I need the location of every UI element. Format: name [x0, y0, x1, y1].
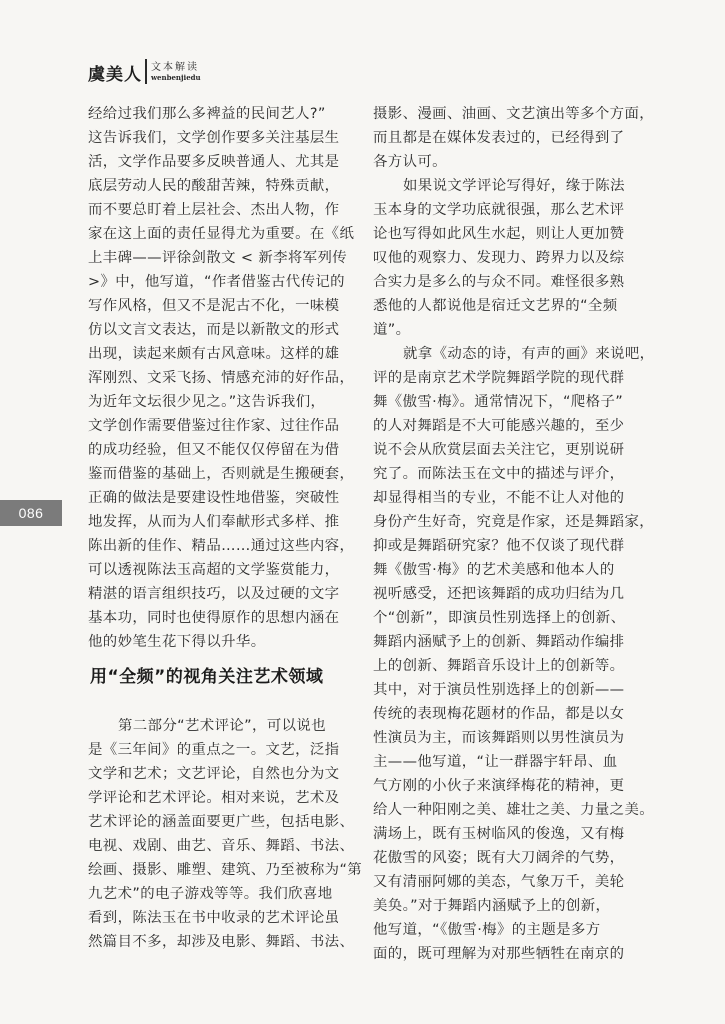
text-line: 的成功经验，但又不能仅仅停留在为借	[88, 442, 340, 458]
text-line: 面的，既可理解为对那些牺牲在南京的	[373, 946, 625, 962]
text-line: 绘画、摄影、雕塑、建筑、乃至被称为“第	[88, 862, 363, 878]
text-line: 然篇目不多，却涉及电影、舞蹈、书法、	[88, 934, 355, 950]
text-line: 舞蹈内涵赋予上的创新、舞蹈动作编排	[373, 634, 625, 650]
text-line: 写作风格，但又不是泥古不化，一味模	[88, 298, 340, 314]
text-line: 第二部分“艺术评论”，可以说也	[118, 718, 326, 734]
text-line: 性演员为主，而该舞蹈则以男性演员为	[373, 730, 625, 746]
text-line: 电视、戏剧、曲艺、音乐、舞蹈、书法、	[88, 838, 355, 854]
text-line: 究了。而陈法玉在文中的描述与评介，	[373, 466, 625, 482]
text-line: 是《三年间》的重点之一。文艺，泛指	[88, 742, 340, 758]
text-line: 个“创新”，即演员性别选择上的创新、	[373, 610, 626, 626]
text-line: 悉他的人都说他是宿迁文艺界的“全频	[373, 298, 618, 314]
text-line: 却显得相当的专业，不能不让人对他的	[373, 490, 625, 506]
text-line: 满场上，既有玉树临风的俊逸，又有梅	[373, 826, 625, 842]
text-line: 正确的做法是要建设性地借鉴，突破性	[88, 490, 340, 506]
text-line: 九艺术”的电子游戏等等。我们欣喜地	[88, 886, 333, 902]
text-line: 可以透视陈法玉高超的文学鉴赏能力，	[88, 562, 340, 578]
text-line: 摄影、漫画、油画、文艺演出等多个方面，	[373, 106, 655, 122]
text-line: 说不会从欣赏层面去关注它，更别说研	[373, 442, 625, 458]
text-line: 浑刚烈、文采飞扬、情感充沛的好作品，	[88, 370, 355, 386]
text-line: 精湛的语言组织技巧，以及过硬的文字	[88, 586, 340, 602]
text-line: 的人对舞蹈是不大可能感兴趣的，至少	[373, 418, 625, 434]
text-line: 给人一种阳刚之美、雄壮之美、力量之美。	[373, 802, 655, 818]
text-line: 视听感受，还把该舞蹈的成功归结为几	[373, 586, 625, 602]
text-line: 上的创新、舞蹈音乐设计上的创新等。	[373, 658, 625, 674]
text-line: 就拿《动态的诗，有声的画》来说吧，	[403, 346, 655, 362]
text-line: 鉴而借鉴的基础上，否则就是生搬硬套，	[88, 466, 355, 482]
text-line: 他的妙笔生花下得以升华。	[88, 634, 266, 650]
text-line: 经给过我们那么多裨益的民间艺人?”	[88, 106, 326, 122]
text-line: 评的是南京艺术学院舞蹈学院的现代群	[373, 370, 625, 386]
text-line: 其中，对于演员性别选择上的创新——	[373, 682, 625, 698]
section-subtitle: wenbenjiedu	[151, 73, 201, 82]
text-line: 玉本身的文学功底就很强，那么艺术评	[373, 202, 625, 218]
text-line: 主——他写道，“让一群器宇轩昂、血	[373, 754, 618, 770]
page-number: 086	[0, 500, 62, 526]
text-line: 合实力是多么的与众不同。难怪很多熟	[373, 274, 625, 290]
text-line: 基本功，同时也使得原作的思想内涵在	[88, 610, 340, 626]
text-line: 气方刚的小伙子来演绎梅花的精神，更	[373, 778, 625, 794]
masthead-divider	[145, 59, 147, 84]
text-line: 叹他的观察力、发现力、跨界力以及综	[373, 250, 625, 266]
text-line: 如果说文学评论写得好，缘于陈法	[403, 178, 625, 194]
text-line: 活，文学作品要多反映普通人、尤其是	[88, 154, 340, 170]
text-line: 这告诉我们，文学创作要多关注基层生	[88, 130, 340, 146]
text-line: 又有清丽阿娜的美态，气象万千，美轮	[373, 874, 625, 890]
text-line: 论也写得如此风生水起，则让人更加赞	[373, 226, 625, 242]
text-line: 传统的表现梅花题材的作品，都是以女	[373, 706, 625, 722]
text-line: 花傲雪的风姿；既有大刀阔斧的气势，	[373, 850, 625, 866]
text-line: 陈出新的佳作、精品……通过这些内容，	[88, 538, 355, 554]
text-line: 美奂。”对于舞蹈内涵赋予上的创新，	[373, 898, 611, 914]
section-heading: 用“全频”的视角关注艺术领域	[90, 667, 324, 687]
text-line: 文学创作需要借鉴过往作家、过往作品	[88, 418, 340, 434]
text-line: 艺术评论的涵盖面要更广些，包括电影、	[88, 814, 355, 830]
text-line: 文学和艺术；文艺评论，自然也分为文	[88, 766, 340, 782]
text-line: 看到，陈法玉在书中收录的艺术评论虽	[88, 910, 340, 926]
text-line: 而不要总盯着上层社会、杰出人物，作	[88, 202, 340, 218]
text-line: 而且都是在媒体发表过的，已经得到了	[373, 130, 625, 146]
text-line: 地发挥，从而为人们奉献形式多样、推	[88, 514, 340, 530]
text-line: >》中，他写道，“作者借鉴古代传记的	[88, 274, 345, 290]
magazine-name: 虞美人	[88, 65, 142, 85]
text-line: 仿以文言文表达，而是以新散文的形式	[88, 322, 340, 338]
text-line: 学评论和艺术评论。相对来说，艺术及	[88, 790, 340, 806]
section-title: 文本解读	[151, 62, 199, 73]
text-line: 各方认可。	[373, 154, 447, 170]
text-line: 为近年文坛很少见之。”这告诉我们，	[88, 394, 326, 410]
text-line: 他写道，“《傲雪·梅》的主题是多方	[373, 922, 601, 938]
text-line: 道”。	[373, 322, 411, 338]
text-line: 家在这上面的责任显得尤为重要。在《纸	[88, 226, 355, 242]
text-line: 身份产生好奇，究竟是作家，还是舞蹈家，	[373, 514, 655, 530]
text-line: 出现，读起来颇有古风意味。这样的雄	[88, 346, 340, 362]
text-line: 舞《傲雪·梅》的艺术美感和他本人的	[373, 562, 615, 578]
text-line: 底层劳动人民的酸甜苦辣，特殊贡献，	[88, 178, 340, 194]
text-line: 抑或是舞蹈研究家？他不仅谈了现代群	[373, 538, 625, 554]
text-line: 上丰碑——评徐剑散文 < 新李将军列传	[88, 250, 348, 266]
text-line: 舞《傲雪·梅》。通常情况下，“爬格子”	[373, 394, 624, 410]
